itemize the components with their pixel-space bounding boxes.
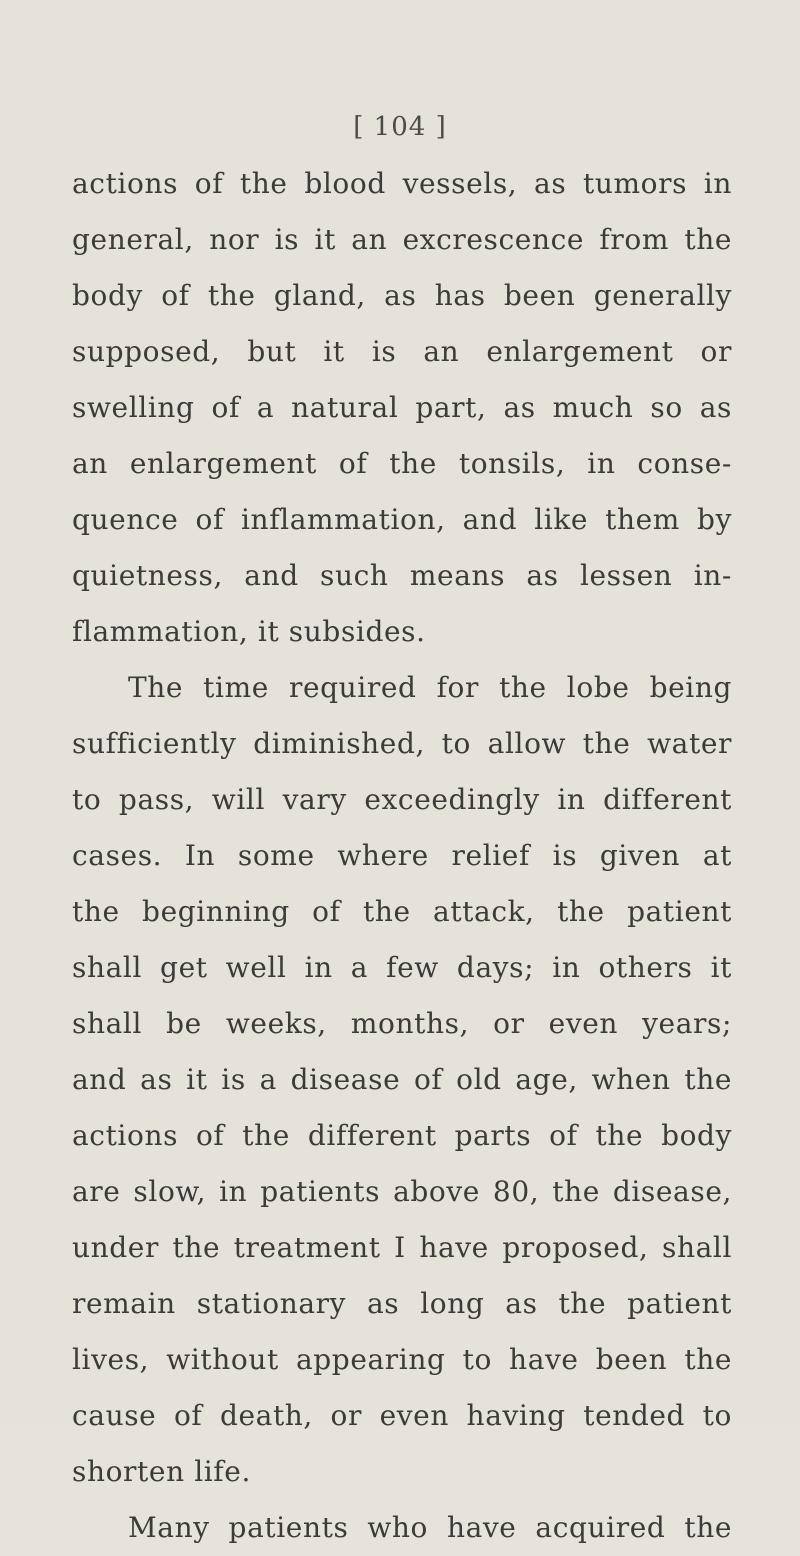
text-line: shall get well in a few days; in others it	[72, 951, 732, 984]
page-number: [ 104 ]	[353, 112, 447, 142]
text-line: actions of the different parts of the body	[72, 1119, 732, 1152]
text-line: cases. In some where relief is given at	[72, 839, 732, 872]
text-line: body of the gland, as has been generally	[72, 279, 732, 312]
text-line: lives, without appearing to have been the	[72, 1343, 732, 1376]
text-line: supposed, but it is an enlargement or	[72, 335, 732, 368]
text-line: and as it is a disease of old age, when the	[72, 1063, 732, 1096]
text-line: actions of the blood vessels, as tumors in	[72, 167, 732, 200]
paragraph-start-line: Many patients who have acquired the	[128, 1511, 732, 1544]
text-line: the beginning of the attack, the patient	[72, 895, 732, 928]
text-line: cause of death, or even having tended to	[72, 1399, 732, 1432]
text-line: an enlargement of the tonsils, in conse-	[72, 447, 732, 480]
text-line: remain stationary as long as the patient	[72, 1287, 732, 1320]
body-text	[72, 156, 732, 1556]
text-line: quietness, and such means as lessen in-	[72, 559, 732, 592]
paragraph-start-line: The time required for the lobe being	[128, 671, 732, 704]
text-line: shorten life.	[72, 1455, 251, 1488]
text-line: quence of inflammation, and like them by	[72, 503, 732, 536]
text-line: shall be weeks, months, or even years;	[72, 1007, 732, 1040]
text-line: under the treatment I have proposed, shall	[72, 1231, 732, 1264]
text-line: sufficiently diminished, to allow the water	[72, 727, 732, 760]
text-line: flammation, it subsides.	[72, 615, 426, 648]
text-line: to pass, will vary exceedingly in different	[72, 783, 732, 816]
text-line: general, nor is it an excrescence from the	[72, 223, 732, 256]
text-line: swelling of a natural part, as much so as	[72, 391, 732, 424]
text-line: are slow, in patients above 80, the disease,	[72, 1175, 732, 1208]
